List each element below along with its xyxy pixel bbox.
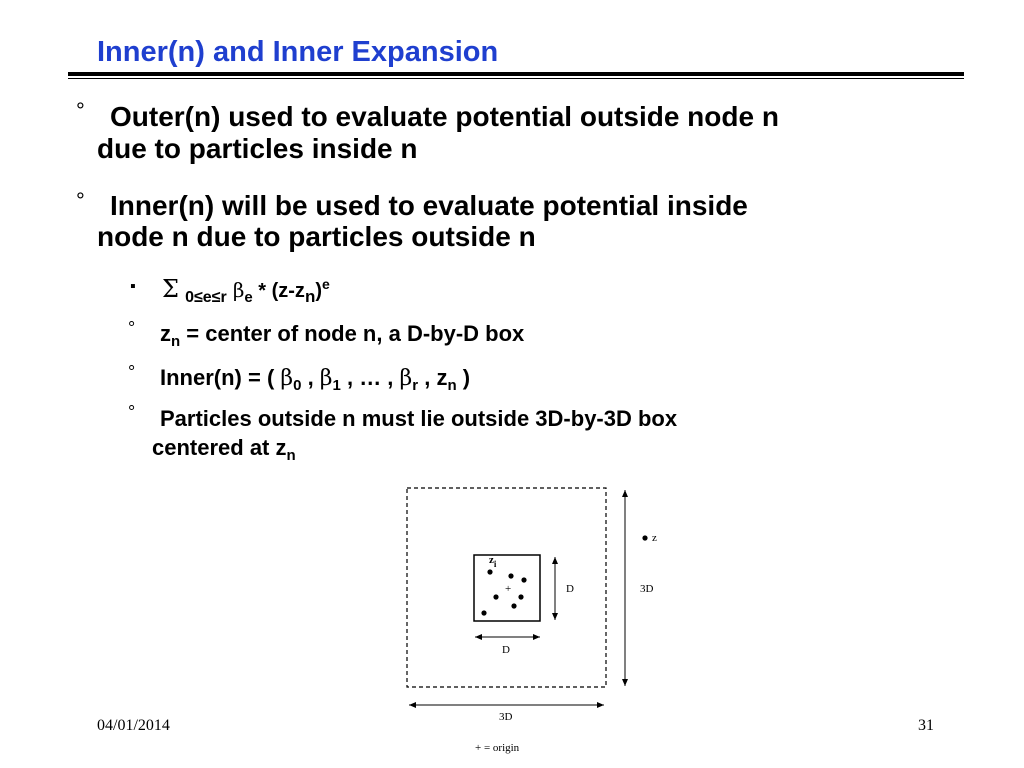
3d-bottom-label: 3D — [499, 711, 513, 723]
zi-label: $z_i$ — [489, 554, 497, 569]
beta-subscript: e — [244, 289, 253, 306]
beta-symbol: β — [232, 278, 245, 302]
particle-dot — [511, 603, 516, 608]
sub-bullet-marker: ° — [128, 362, 136, 382]
beta-r-subscript: r — [412, 377, 419, 394]
zn-z: z — [160, 321, 171, 346]
sigma-symbol: Σ — [162, 275, 179, 303]
bullet-marker: ° — [76, 188, 85, 213]
beta-0-subscript: 0 — [293, 377, 302, 394]
d-right-label: D — [566, 583, 574, 595]
particle-dot — [521, 577, 526, 582]
formula-power: e — [322, 276, 330, 292]
3d-right-label: 3D — [640, 583, 654, 595]
formula-close: ) — [315, 280, 322, 302]
sub-bullet-marker: ° — [128, 318, 136, 338]
page-number: 31 — [918, 717, 934, 734]
bullet-1-line-1: Outer(n) used to evaluate potential outside node n — [110, 101, 779, 132]
inner-sep-3: , z — [418, 365, 448, 390]
origin-legend: + = origin — [475, 742, 520, 754]
slide-title: Inner(n) and Inner Expansion — [97, 36, 499, 68]
inner-sep-1: , — [301, 365, 320, 390]
z-label: z — [652, 532, 657, 544]
beta-symbol: β — [319, 366, 333, 391]
particle-dot — [481, 610, 486, 615]
bullet-2-line-1: Inner(n) will be used to evaluate potential inside — [110, 190, 748, 221]
formula-range: 0≤e≤r — [185, 289, 227, 306]
sub-bullet-marker: ° — [128, 402, 136, 422]
particles-line-1: Particles outside n must lie outside 3D-by-3D box — [160, 406, 678, 431]
bullet-2-line-2: node n due to particles outside n — [97, 221, 536, 252]
beta-symbol: β — [399, 366, 413, 391]
z-point-dot — [642, 535, 647, 540]
particle-dot — [493, 594, 498, 599]
formula-marker: ▪ — [130, 278, 136, 295]
zn-subscript: n — [171, 333, 181, 350]
beta-symbol: β — [280, 366, 294, 391]
d-bottom-label: D — [502, 644, 510, 656]
bullet-1-line-2: due to particles inside n — [97, 133, 418, 164]
beta-1-subscript: 1 — [332, 377, 341, 394]
particles-subscript: n — [286, 447, 296, 464]
inner-sep-2: , … , — [340, 365, 400, 390]
inner-close: ) — [456, 365, 471, 390]
formula-z-sub: n — [304, 287, 316, 306]
particle-dot — [487, 569, 492, 574]
origin-plus-mark: + — [505, 583, 512, 595]
footer-date: 04/01/2014 — [97, 717, 170, 734]
formula-middle: * (z-z — [252, 280, 305, 302]
particles-text: centered at z — [152, 435, 287, 460]
particle-dot — [508, 573, 513, 578]
inner-zn-subscript: n — [447, 377, 457, 394]
inner-prefix: Inner(n) = ( — [160, 365, 281, 390]
bullet-marker: ° — [76, 98, 85, 123]
zn-text: = center of node n, a D-by-D box — [180, 321, 525, 346]
particle-dot — [518, 594, 523, 599]
